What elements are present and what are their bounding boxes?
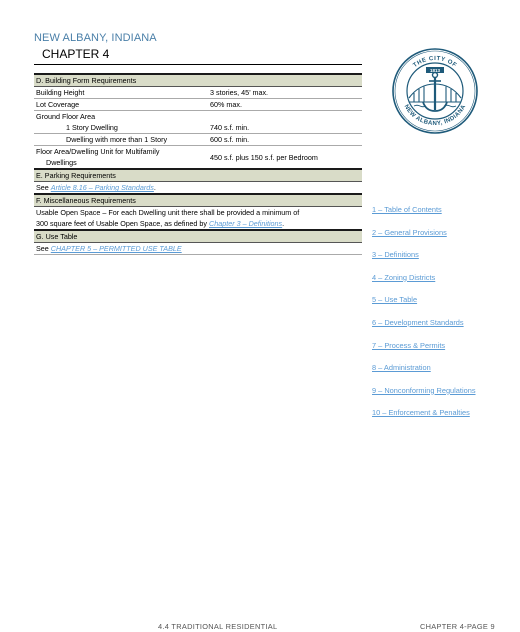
section-header-parking: [34, 169, 362, 182]
row-value: 3 stories, 45’ max.: [206, 87, 362, 99]
table-row: [34, 182, 362, 195]
parking-prefix: See: [36, 183, 51, 192]
section-title: F. Miscellaneous Requirements: [34, 194, 362, 207]
use-table-text: [34, 243, 362, 255]
parking-text: [34, 182, 362, 195]
section-title: D. Building Form Requirements: [34, 74, 362, 87]
seal-bottom-text: NEW ALBANY, INDIANA: [402, 103, 468, 128]
row-value: 450 s.f. plus 150 s.f. per Bedroom: [206, 146, 362, 170]
table-row: [34, 146, 362, 170]
table-row: [34, 243, 362, 255]
table-row: [34, 134, 362, 146]
row-label: Dwelling with more than 1 Story: [34, 134, 206, 146]
parking-standards-link[interactable]: Article 8.16 – Parking Standards: [50, 183, 154, 192]
header-divider: [34, 64, 362, 65]
footer-section-label: 4.4 TRADITIONAL RESIDENTIAL: [158, 622, 278, 631]
city-seal: [392, 48, 478, 134]
table-row: [34, 122, 362, 134]
seal-year: 1813: [429, 68, 441, 73]
chapter-title: CHAPTER 4: [42, 47, 110, 61]
row-value: 740 s.f. min.: [206, 122, 362, 134]
toc-link-definitions[interactable]: 3 – Definitions: [372, 250, 419, 260]
row-label-line1: Floor Area/Dwelling Unit for Multifamily: [36, 147, 160, 156]
section-header-building-form: [34, 74, 362, 87]
section-header-use-table: [34, 230, 362, 243]
toc-link-zoning-districts[interactable]: 4 – Zoning Districts: [372, 272, 436, 282]
use-table-prefix: See: [36, 244, 51, 253]
table-of-contents-nav: [372, 205, 476, 431]
misc-line2-prefix: 300 square feet of Usable Open Space, as defined by: [36, 219, 210, 228]
section-title: E. Parking Requirements: [34, 169, 362, 182]
row-value: 600 s.f. min.: [206, 134, 362, 146]
row-label: [34, 146, 206, 170]
toc-link-table-of-contents[interactable]: 1 – Table of Contents: [372, 205, 442, 214]
misc-suffix: .: [282, 219, 285, 228]
misc-line1: Usable Open Space – For each Dwelling unit there shall be provided a minimum of: [36, 208, 300, 217]
row-label: Ground Floor Area: [36, 112, 96, 121]
use-table-link[interactable]: CHAPTER 5 – PERMITTED USE TABLE: [50, 244, 182, 253]
seal-top-text: THE CITY OF: [412, 55, 458, 70]
toc-link-process-permits[interactable]: 7 – Process & Permits: [372, 340, 446, 350]
misc-text: [34, 207, 362, 231]
footer-page-number: CHAPTER 4-PAGE 9: [420, 622, 495, 631]
toc-link-enforcement-penalties[interactable]: 10 – Enforcement & Penalties: [372, 408, 470, 418]
table-row: [34, 111, 362, 123]
section-header-misc: [34, 194, 362, 207]
definitions-link[interactable]: Chapter 3 – Definitions: [209, 219, 283, 228]
table-row: [34, 207, 362, 231]
table-row: [34, 99, 362, 111]
requirements-table: [34, 73, 362, 255]
row-label-line2: Dwellings: [46, 158, 77, 167]
row-label: 1 Story Dwelling: [34, 122, 206, 134]
row-label: Lot Coverage: [34, 99, 206, 111]
parking-suffix: .: [153, 183, 156, 192]
toc-link-development-standards[interactable]: 6 – Development Standards: [372, 317, 464, 327]
toc-link-use-table[interactable]: 5 – Use Table: [372, 295, 418, 305]
row-value: 60% max.: [206, 99, 362, 111]
toc-link-general-provisions[interactable]: 2 – General Provisions: [372, 227, 447, 237]
row-value: [206, 111, 362, 123]
city-header: NEW ALBANY, INDIANA: [34, 32, 157, 44]
row-label: Building Height: [34, 87, 206, 99]
toc-link-administration[interactable]: 8 – Administration: [372, 363, 431, 373]
misc-line2: [36, 218, 360, 229]
table-row: [34, 87, 362, 99]
section-title: G. Use Table: [34, 230, 362, 243]
toc-link-nonconforming-regulations[interactable]: 9 – Nonconforming Regulations: [372, 385, 476, 395]
